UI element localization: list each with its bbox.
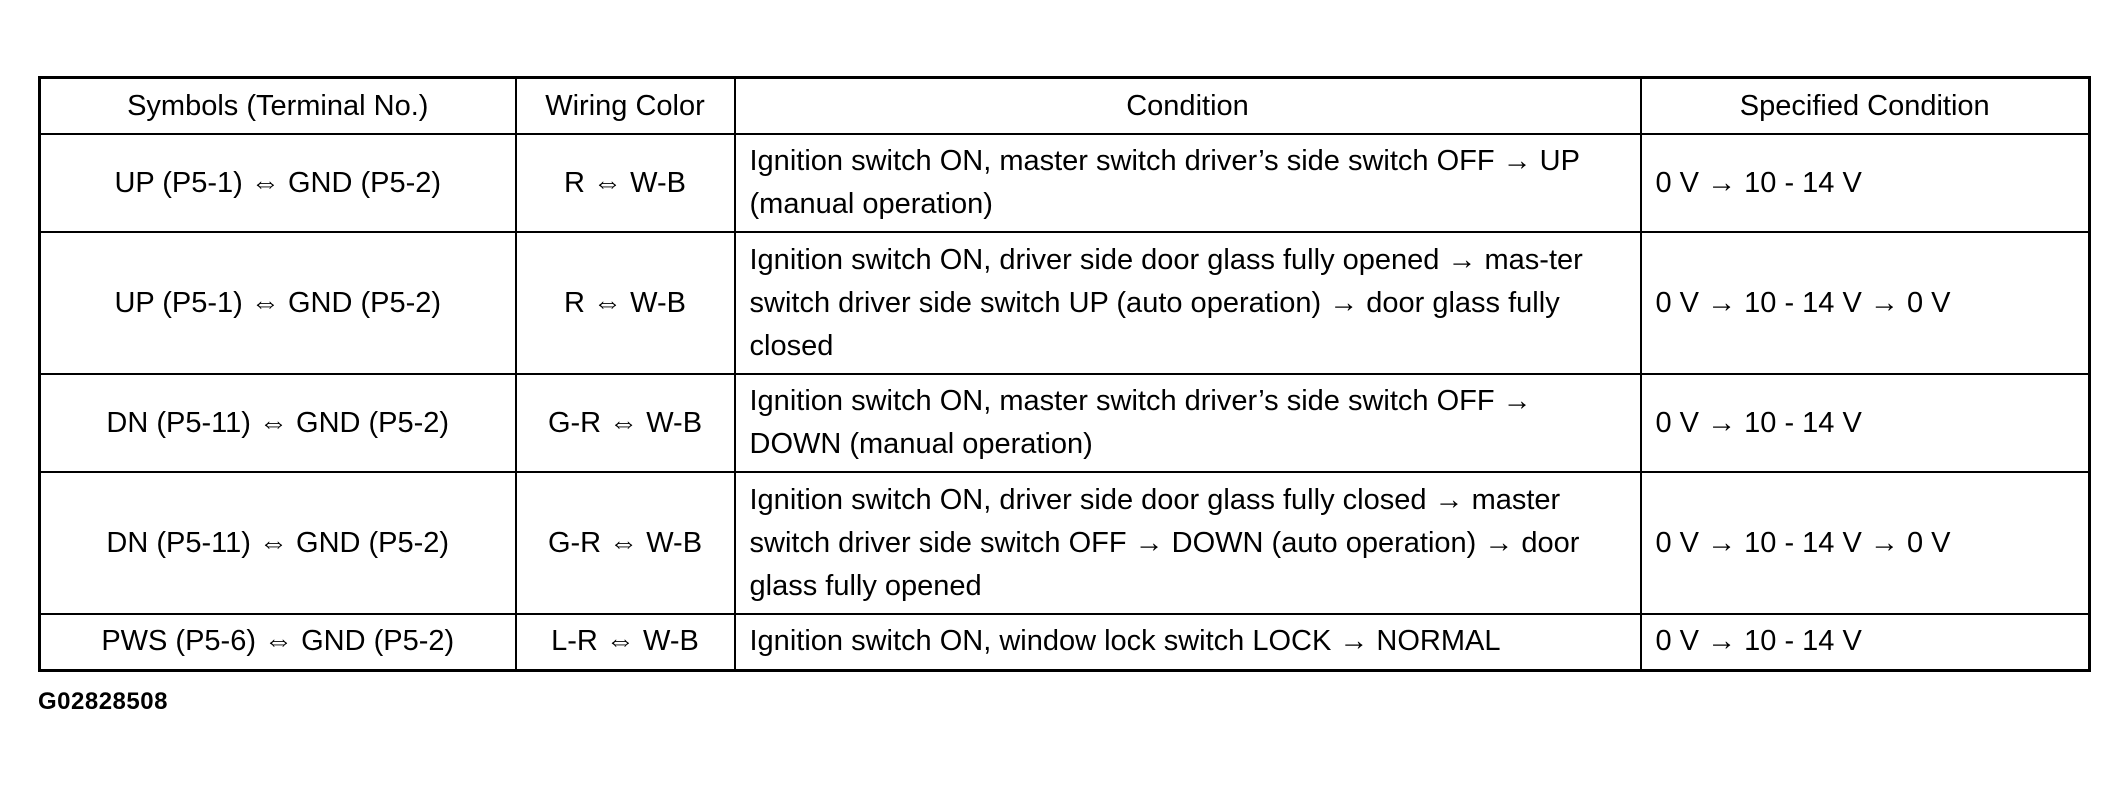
cell-condition: Ignition switch ON, master switch driver’s side switch OFF → DOWN (manual operation) xyxy=(735,374,1641,472)
cell-specified-condition: 0 V → 10 - 14 V xyxy=(1641,614,2090,670)
header-wiring-color: Wiring Color xyxy=(516,78,735,135)
cell-symbols: UP (P5-1) ⇔ GND (P5-2) xyxy=(40,134,516,232)
cell-specified-condition: 0 V → 10 - 14 V xyxy=(1641,134,2090,232)
cell-symbols: DN (P5-11) ⇔ GND (P5-2) xyxy=(40,472,516,614)
figure-id: G02828508 xyxy=(38,688,168,715)
table-row xyxy=(40,232,2090,374)
cell-specified-condition: 0 V → 10 - 14 V → 0 V xyxy=(1641,472,2090,614)
cell-wiring-color: R ⇔ W-B xyxy=(516,232,735,374)
cell-condition: Ignition switch ON, driver side door glass fully closed → master switch driver side switch OFF → DOWN (auto operation) → door glass fully opened xyxy=(735,472,1641,614)
cell-condition: Ignition switch ON, driver side door glass fully opened → mas-ter switch driver side switch UP (auto operation) → door glass fully closed xyxy=(735,232,1641,374)
cell-specified-condition: 0 V → 10 - 14 V xyxy=(1641,374,2090,472)
cell-wiring-color: G-R ⇔ W-B xyxy=(516,374,735,472)
table-row xyxy=(40,472,2090,614)
cell-symbols: UP (P5-1) ⇔ GND (P5-2) xyxy=(40,232,516,374)
header-specified-condition: Specified Condition xyxy=(1641,78,2090,135)
table-row xyxy=(40,374,2090,472)
cell-condition: Ignition switch ON, master switch driver’s side switch OFF → UP (manual operation) xyxy=(735,134,1641,232)
cell-condition: Ignition switch ON, window lock switch LOCK → NORMAL xyxy=(735,614,1641,670)
header-condition: Condition xyxy=(735,78,1641,135)
cell-wiring-color: G-R ⇔ W-B xyxy=(516,472,735,614)
table-row xyxy=(40,134,2090,232)
table-row xyxy=(40,614,2090,670)
table-header-row xyxy=(40,78,2090,135)
header-symbols: Symbols (Terminal No.) xyxy=(40,78,516,135)
cell-specified-condition: 0 V → 10 - 14 V → 0 V xyxy=(1641,232,2090,374)
cell-wiring-color: R ⇔ W-B xyxy=(516,134,735,232)
cell-wiring-color: L-R ⇔ W-B xyxy=(516,614,735,670)
cell-symbols: PWS (P5-6) ⇔ GND (P5-2) xyxy=(40,614,516,670)
cell-symbols: DN (P5-11) ⇔ GND (P5-2) xyxy=(40,374,516,472)
terminal-spec-table xyxy=(38,76,2091,672)
